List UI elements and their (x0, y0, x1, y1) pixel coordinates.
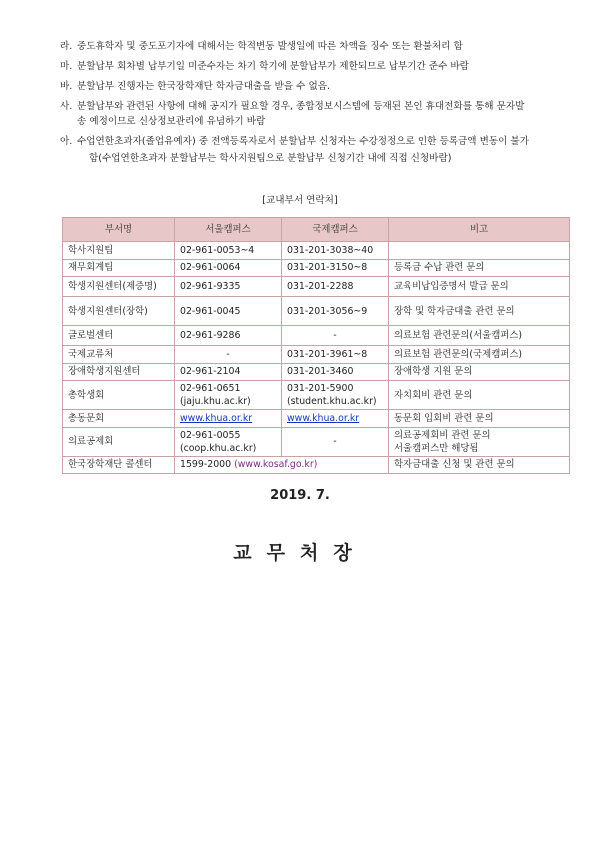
cell-seoul: 02-961-0064 (175, 259, 282, 277)
cell-intl: 031-201-3961~8 (282, 346, 389, 364)
table-row (63, 456, 570, 474)
notice-item (60, 40, 580, 55)
cell-kosaf-contact (175, 456, 389, 474)
table-row (63, 427, 570, 456)
cell-seoul (175, 381, 282, 410)
cell-intl: 031-201-2288 (282, 277, 389, 297)
notice-marker: 바. (60, 81, 73, 92)
cell-note: 자치회비 관련 문의 (389, 381, 570, 410)
cell-dept: 총동문회 (63, 410, 175, 428)
cell-seoul: 02-961-0053~4 (175, 242, 282, 260)
cell-dept: 의료공제회 (63, 427, 175, 456)
cell-seoul: 02-961-9286 (175, 326, 282, 346)
notice-text: 분할납부 회차별 납부기일 미준수자는 차기 학기에 분할납부가 제한되므로 납부기간 준수 바람 (77, 61, 469, 72)
table-row (63, 326, 570, 346)
note-line: 서울캠퍼스만 해당됨 (394, 442, 479, 454)
table-row (63, 410, 570, 428)
notice-list (60, 40, 580, 172)
notice-item (60, 60, 580, 75)
cell-seoul (175, 410, 282, 428)
header-seoul: 서울캠퍼스 (175, 218, 282, 242)
kosaf-url[interactable]: (www.kosaf.go.kr) (234, 459, 318, 471)
cell-intl: 031-201-3038~40 (282, 242, 389, 260)
contacts-table (62, 217, 570, 474)
notice-marker: 라. (60, 41, 73, 52)
table-row (63, 363, 570, 381)
cell-note (389, 427, 570, 456)
notice-text-continued: 송 예정이므로 신상정보관리에 유념하기 바람 (77, 115, 266, 127)
cell-note (389, 242, 570, 260)
cell-dept: 국제교류처 (63, 346, 175, 364)
cell-note: 동문회 입회비 관련 문의 (389, 410, 570, 428)
header-note: 비고 (389, 218, 570, 242)
cell-note: 학자금대출 신청 및 관련 문의 (389, 456, 570, 474)
cell-seoul: 02-961-2104 (175, 363, 282, 381)
cell-intl: - (282, 326, 389, 346)
table-header-row (63, 218, 570, 242)
cell-intl (282, 410, 389, 428)
cell-note: 의료보험 관련문의(서울캠퍼스) (389, 326, 570, 346)
notice-text: 중도휴학자 및 중도포기자에 대해서는 학적변동 발생일에 따른 차액을 징수 또는 환불처리 함 (77, 41, 463, 52)
seoul-site: (coop.khu.ac.kr) (180, 442, 257, 454)
notice-marker: 아. (60, 135, 73, 147)
notice-item (60, 135, 580, 167)
cell-seoul (175, 427, 282, 456)
notice-item (60, 80, 580, 95)
seoul-site: (jaju.khu.ac.kr) (180, 396, 251, 407)
cell-dept: 학사지원팀 (63, 242, 175, 260)
intl-phone: 031-201-5900 (287, 383, 354, 394)
document-date: 2019. 7. (270, 488, 330, 503)
notice-text: 분할납부와 관련된 사항에 대해 공지가 필요할 경우, 종합정보시스템에 등재된 본인 휴대전화를 통해 문자발 (77, 101, 525, 112)
cell-dept: 학생지원센터(장학) (63, 297, 175, 326)
notice-item (60, 100, 580, 129)
cell-dept: 총학생회 (63, 381, 175, 410)
signer-title: 교무처장 (233, 542, 367, 564)
seoul-website-link[interactable]: www.khua.or.kr (180, 412, 253, 424)
kosaf-phone: 1599-2000 (180, 459, 232, 471)
table-caption: [교내부서 연락처] (262, 195, 338, 206)
cell-intl (282, 381, 389, 410)
cell-seoul: 02-961-9335 (175, 277, 282, 297)
cell-dept: 글로벌센터 (63, 326, 175, 346)
cell-note: 장학 및 학자금대출 관련 문의 (389, 297, 570, 326)
cell-note: 교육비납입증명서 발급 문의 (389, 277, 570, 297)
note-line: 의료공제회비 관련 문의 (394, 429, 491, 441)
table-row (63, 259, 570, 277)
seoul-phone: 02-961-0055 (180, 429, 241, 441)
notice-text-continued: 함(수업연한초과자 분할납부는 학사지원팀으로 분할납부 신청기간 내에 직접 신청바람) (89, 153, 452, 164)
notice-marker: 마. (60, 61, 73, 72)
header-dept: 부서명 (63, 218, 175, 242)
table-row (63, 381, 570, 410)
cell-dept: 한국장학재단 콜센터 (63, 456, 175, 474)
cell-dept: 재무회계팀 (63, 259, 175, 277)
table-row (63, 297, 570, 326)
intl-site: (student.khu.ac.kr) (287, 396, 377, 407)
table-row (63, 242, 570, 260)
table-row (63, 277, 570, 297)
intl-website-link[interactable]: www.khua.or.kr (287, 412, 360, 424)
notice-text: 수업연한초과자(졸업유예자) 중 전액등록자로서 분할납부 신청자는 수강정정으로 인한 등록금액 변동이 불가 (77, 135, 529, 147)
cell-intl: - (282, 427, 389, 456)
table-row (63, 346, 570, 364)
cell-seoul: - (175, 346, 282, 364)
cell-note: 등록금 수납 관련 문의 (389, 259, 570, 277)
cell-seoul: 02-961-0045 (175, 297, 282, 326)
cell-intl: 031-201-3460 (282, 363, 389, 381)
cell-note: 의료보험 관련문의(국제캠퍼스) (389, 346, 570, 364)
cell-dept: 학생지원센터(제증명) (63, 277, 175, 297)
cell-intl: 031-201-3150~8 (282, 259, 389, 277)
cell-note: 장애학생 지원 문의 (389, 363, 570, 381)
header-intl: 국제캠퍼스 (282, 218, 389, 242)
seoul-phone: 02-961-0651 (180, 383, 241, 394)
notice-text: 분할납부 진행자는 한국장학재단 학자금대출을 받을 수 없음. (77, 81, 331, 92)
cell-intl: 031-201-3056~9 (282, 297, 389, 326)
cell-dept: 장애학생지원센터 (63, 363, 175, 381)
notice-marker: 사. (60, 101, 73, 112)
